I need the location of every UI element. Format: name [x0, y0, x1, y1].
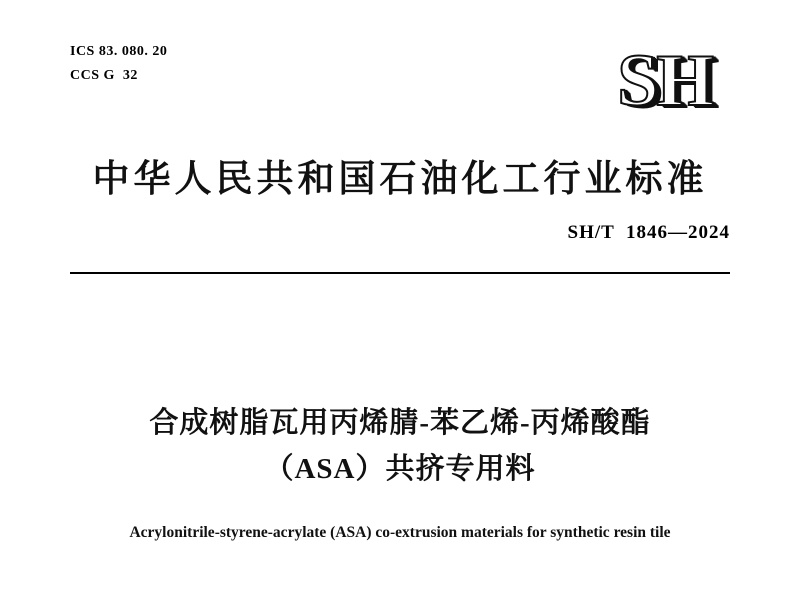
ccs-code: CCS G 32 [70, 68, 138, 83]
classification-codes [70, 40, 167, 88]
sh-emblem-icon: SH [617, 40, 712, 122]
subject-title-chinese [60, 400, 740, 492]
standard-title-chinese: 中华人民共和国石油化工行业标准 [92, 159, 708, 200]
subject-title-english: Acrylonitrile-styrene-acrylate (ASA) co-extrusion materials for synthetic resin tile [129, 524, 671, 541]
ics-code: ICS 83. 080. 20 [70, 44, 168, 59]
standard-number: SH/T 1846—2024 [567, 222, 730, 243]
subject-title-chinese-line2: （ASA）共挤专用料 [264, 453, 536, 485]
horizontal-divider [70, 272, 730, 274]
subject-title-chinese-line1: 合成树脂瓦用丙烯腈-苯乙烯-丙烯酸酯 [149, 407, 651, 439]
